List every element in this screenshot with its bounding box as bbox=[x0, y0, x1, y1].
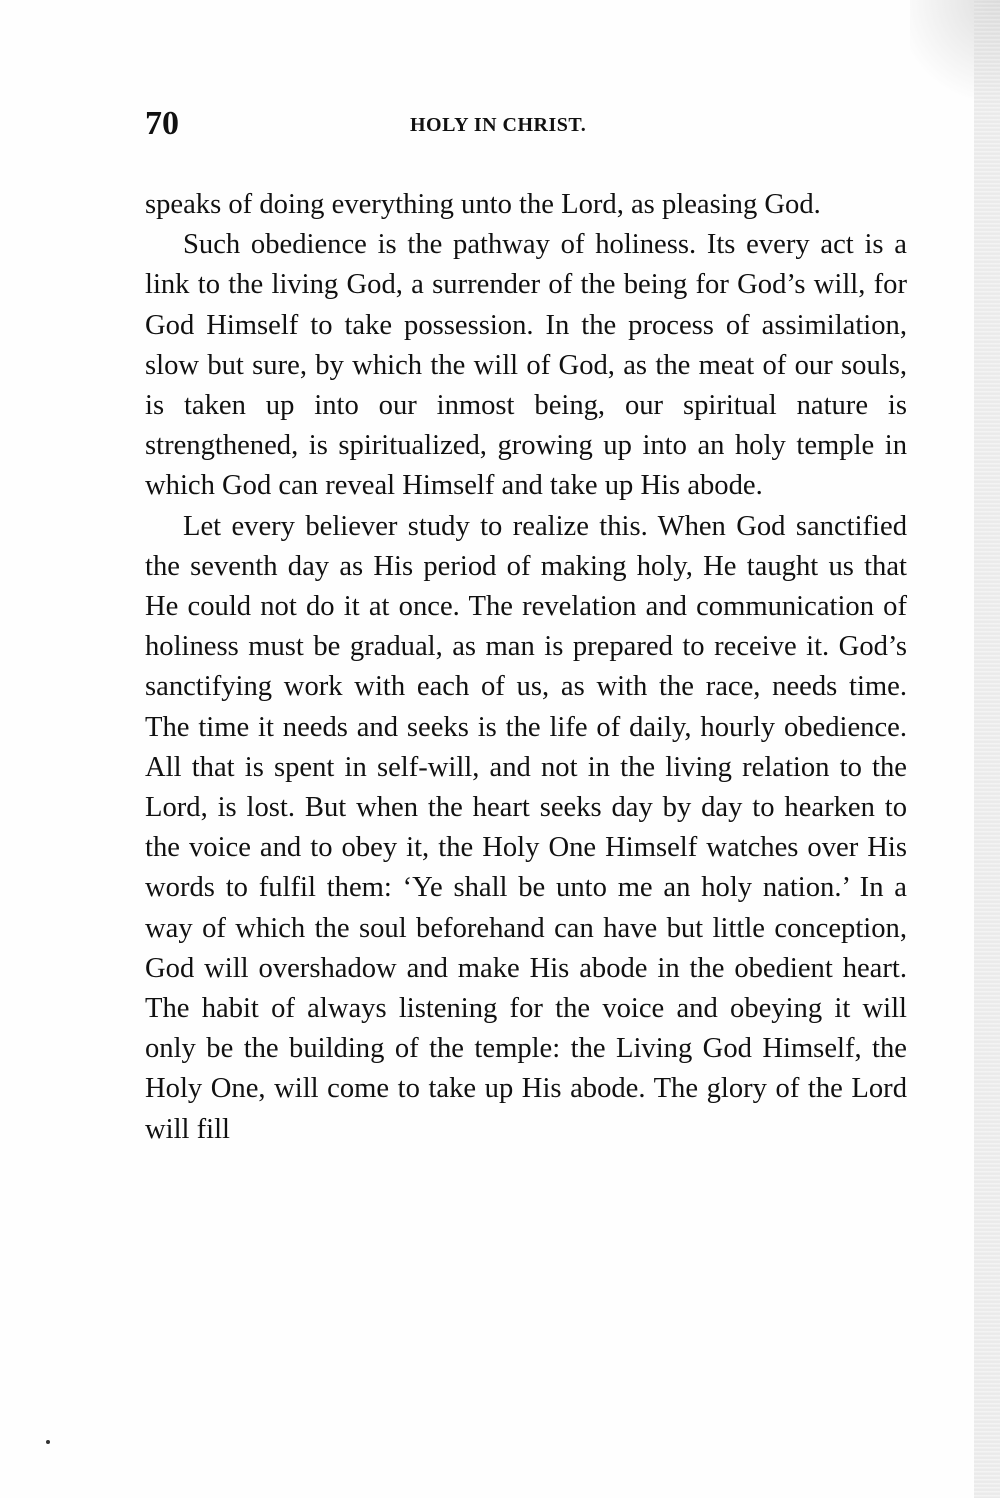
body-text bbox=[145, 185, 907, 1150]
paragraph-continued: speaks of doing everything unto the Lord, as pleasing God. bbox=[145, 189, 821, 220]
page-edge-shadow bbox=[974, 0, 1000, 1498]
ink-speck bbox=[46, 1440, 50, 1444]
running-title: HOLY IN CHRIST. bbox=[410, 114, 587, 136]
paragraph: Such obedience is the pathway of holiness. Its every act is a link to the living God, a surrender of the being for God’s will, for God Himself to take possession. In the process of assimilation, slow but sure, by which the will of God, as the meat of our souls, is taken up into our inmost being, our spiritual nature is strengthened, is spiritualized, growing up into an holy temple in which God can reveal Himself and take up His abode. bbox=[145, 229, 907, 502]
page-number: 70 bbox=[145, 105, 179, 142]
paragraph: Let every believer study to realize this. When God sanctified the seventh day as His period of making holy, He taught us that He could not do it at once. The revelation and communication of holiness must be gradual, as man is prepared to receive it. God’s sanctifying work with each of us, as with the race, needs time. The time it needs and seeks is the life of daily, hourly obedience. All that is spent in self-will, and not in the living relation to the Lord, is lost. But when the heart seeks day by day to hearken to the voice and to obey it, the Holy One Himself watches over His words to fulfil them: ‘Ye shall be unto me an holy nation.’ In a way of which the soul beforehand can have but little conception, God will overshadow and make His abode in the obedient heart. The habit of always listening for the voice and obeying it will only be the building of the temple: the Living God Himself, the Holy One, will come to take up His abode. The glory of the Lord will fill bbox=[145, 510, 907, 1145]
page-header bbox=[145, 104, 907, 144]
